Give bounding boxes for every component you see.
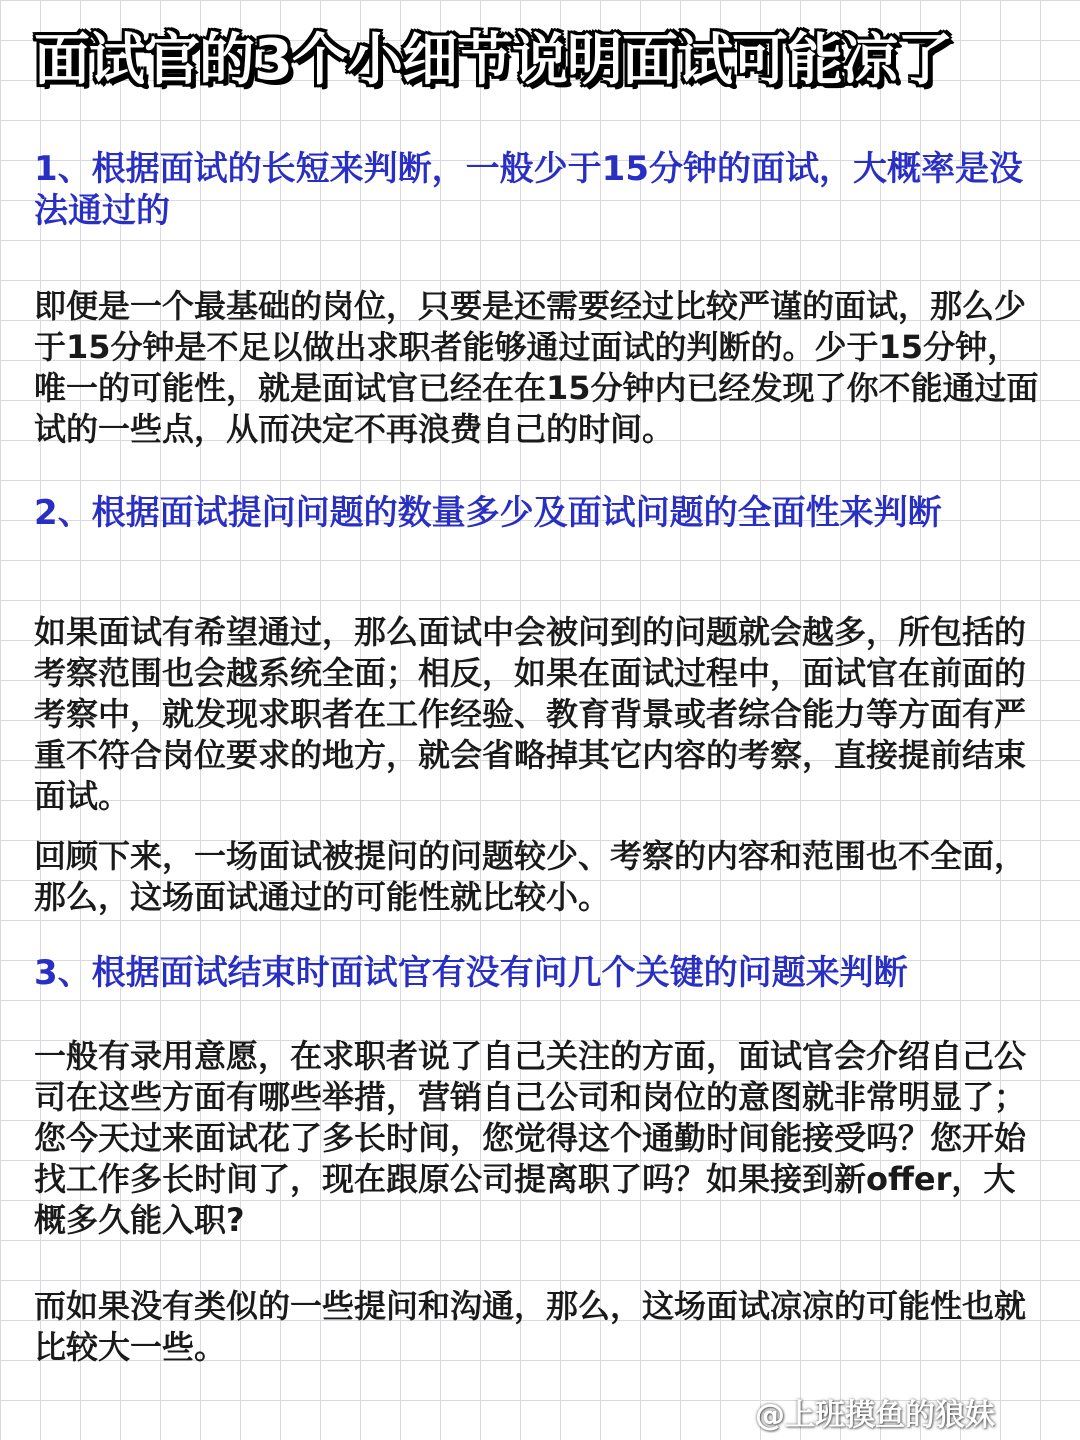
section-1-paragraph-1: 即便是一个最基础的岗位，只要是还需要经过比较严谨的面试，那么少于15分钟是不足以做出求职者能够通过面试的判断的。少于15分钟，唯一的可能性，就是面试官已经在在15分钟内已经发现了你不能通过面试的一些点，从而决定不再浪费自己的时间。 [34,287,1039,448]
section-2-paragraph-2: 回顾下来，一场面试被提问的问题较少、考察的内容和范围也不全面，那么，这场面试通过的可能性就比较小。 [34,837,1027,916]
section-2-paragraph-1: 如果面试有希望通过，那么面试中会被问到的问题就会越多，所包括的考察范围也会越系统全面；相反，如果在面试过程中，面试官在前面的考察中，就发现求职者在工作经验、教育背景或者综合能力等方面有严重不符合岗位要求的地方，就会省略掉其它内容的考察，直接提前结束面试。 [34,613,1027,815]
section-3-paragraph-2: 而如果没有类似的一些提问和沟通，那么，这场面试凉凉的可能性也就比较大一些。 [34,1287,1027,1366]
section-3-paragraph-1: 一般有录用意愿，在求职者说了自己关注的方面，面试官会介绍自己公司在这些方面有哪些举措，营销自己公司和岗位的意图就非常明显了；您今天过来面试花了多长时间，您觉得这个通勤时间能接受吗？您开始找工作多长时间了，现在跟原公司提离职了吗？如果接到新offer，大概多久能入职? [34,1037,1027,1239]
section-3-heading: 3、根据面试结束时面试官有没有问几个关键的问题来判断 [34,953,908,993]
section-1-heading: 1、根据面试的长短来判断，一般少于15分钟的面试，大概率是没法通过的 [34,149,1023,231]
section-2-heading: 2、根据面试提问问题的数量多少及面试问题的全面性来判断 [34,493,942,533]
page-title: 面试官的3个小细节说明面试可能凉了 [34,28,952,93]
author-watermark: @上班摸鱼的狼妹 [755,1398,995,1433]
